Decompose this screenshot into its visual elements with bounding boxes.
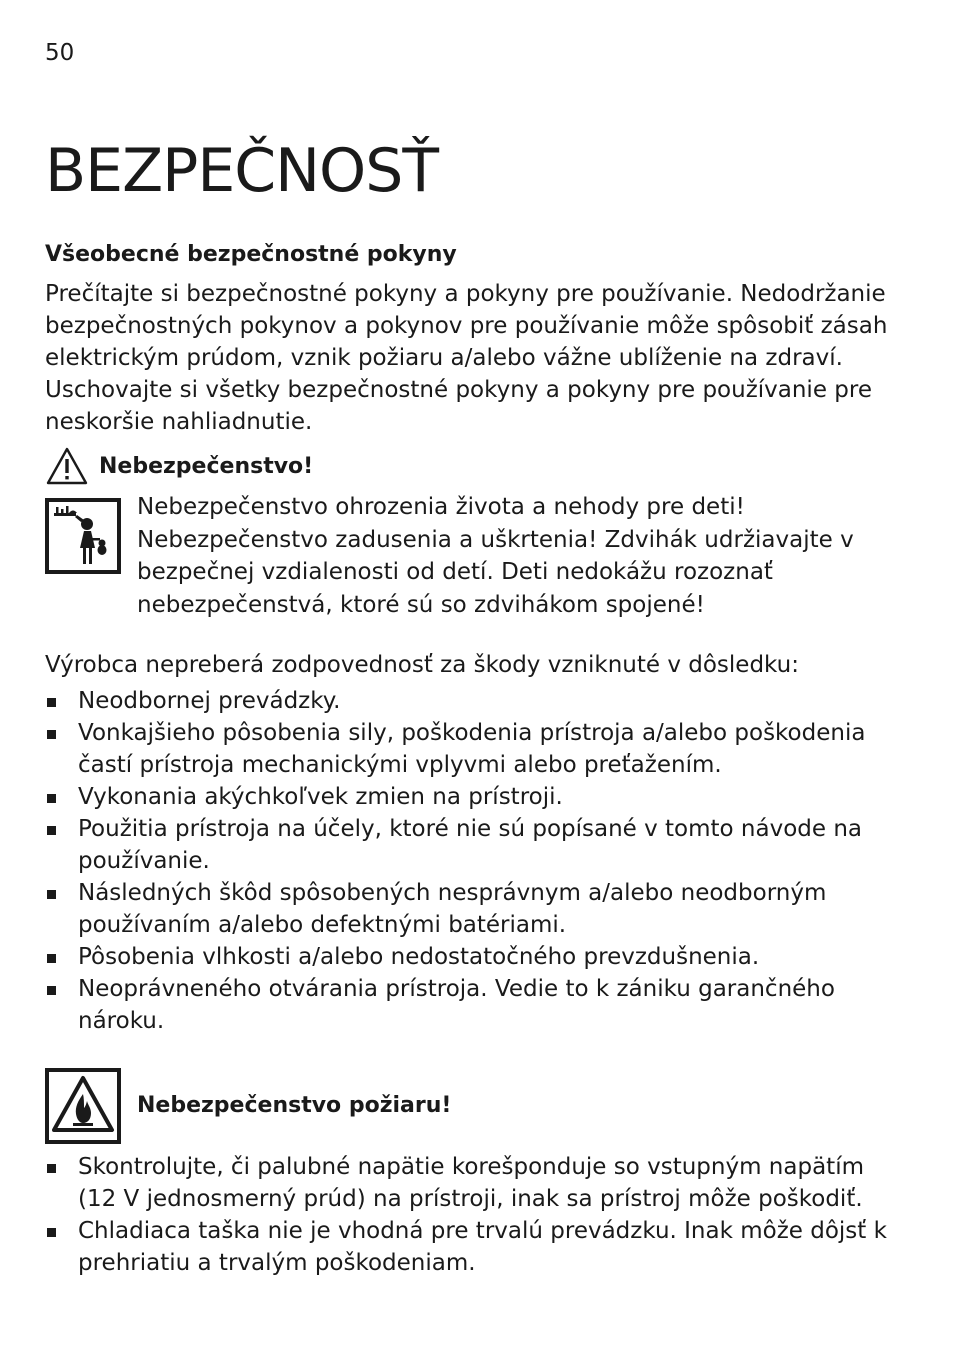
list-item-text: Následných škôd spôsobených nesprávnym a/alebo neodborným používaním a/alebo defektnými batériami. [78,880,827,938]
page-number: 50 [45,40,75,66]
bullet-icon [47,730,56,739]
bullet-icon [47,826,56,835]
general-safety-text: Prečítajte si bezpečnostné pokyny a pokyny pre používanie. Nedodržanie bezpečnostných pokynov a pokynov pre používanie môže spôsobiť zásah elektrickým prúdom, vznik požiaru a/alebo vážne ublíženie na zdraví. Uschovajte si všetky bezpečnostné pokyny a pokyny pre používanie pre neskoršie nahliadnutie. [45,281,888,435]
bullet-icon [47,794,56,803]
bullet-icon [47,954,56,963]
bullet-icon [47,698,56,707]
bullet-icon [47,1228,56,1237]
list-item-text: Použitia prístroja na účely, ktoré nie sú popísané v tomto návode na používanie. [78,816,863,874]
danger-text [45,491,905,621]
list-item [45,973,905,1037]
list-item-text: Vykonania akýchkoľvek zmien na prístroji. [78,784,563,810]
list-item-text: Neoprávneného otvárania prístroja. Vedie to k zániku garančného nároku. [78,976,835,1034]
danger-heading: Nebezpečenstvo! [99,453,314,479]
list-item-text: Neodbornej prevádzky. [78,688,341,714]
list-item-text: Vonkajšieho pôsobenia sily, poškodenia prístroja a/alebo poškodenia častí prístroja mechanickými vplyvmi alebo preťažením. [78,720,866,778]
list-item [45,1151,905,1215]
liability-intro: Výrobca nepreberá zodpovednosť za škody vzniknuté v dôsledku: [45,652,799,678]
page-title: BEZPEČNOSŤ [45,136,439,206]
list-item-text: Pôsobenia vlhkosti a/alebo nedostatočného prevzdušnenia. [78,944,760,970]
list-item [45,717,905,781]
bullet-icon [47,890,56,899]
list-item [45,685,905,717]
danger-heading-row [45,446,313,486]
bullet-icon [47,1164,56,1173]
danger-text-content: Nebezpečenstvo ohrozenia života a nehody pre deti! Nebezpečenstvo zadusenia a uškrtenia! Zdvihák udržiavajte v bezpečnej vzdialenosti od detí. Deti nedokážu rozoznať nebezpečenstvá, ktoré sú so zdvihákom spojené! [137,494,854,618]
fire-danger-heading: Nebezpečenstvo požiaru! [137,1093,452,1118]
list-item [45,877,905,941]
list-item-text: Skontrolujte, či palubné napätie korešponduje so vstupným napätím (12 V jednosmerný prúd) na prístroji, inak sa prístroj môže poškodiť. [78,1154,864,1212]
list-item [45,941,905,973]
list-item [45,781,905,813]
bullet-icon [47,986,56,995]
liability-list [45,685,905,1037]
general-safety-heading: Všeobecné bezpečnostné pokyny [45,242,457,267]
list-item-text: Chladiaca taška nie je vhodná pre trvalú prevádzku. Inak môže dôjsť k prehriatiu a trvalým poškodeniam. [78,1218,887,1276]
list-item [45,813,905,877]
fire-list [45,1151,905,1279]
list-item [45,1215,905,1279]
warning-triangle-icon [45,446,89,486]
fire-hazard-icon [45,1068,121,1144]
icon-spacer [45,491,137,591]
